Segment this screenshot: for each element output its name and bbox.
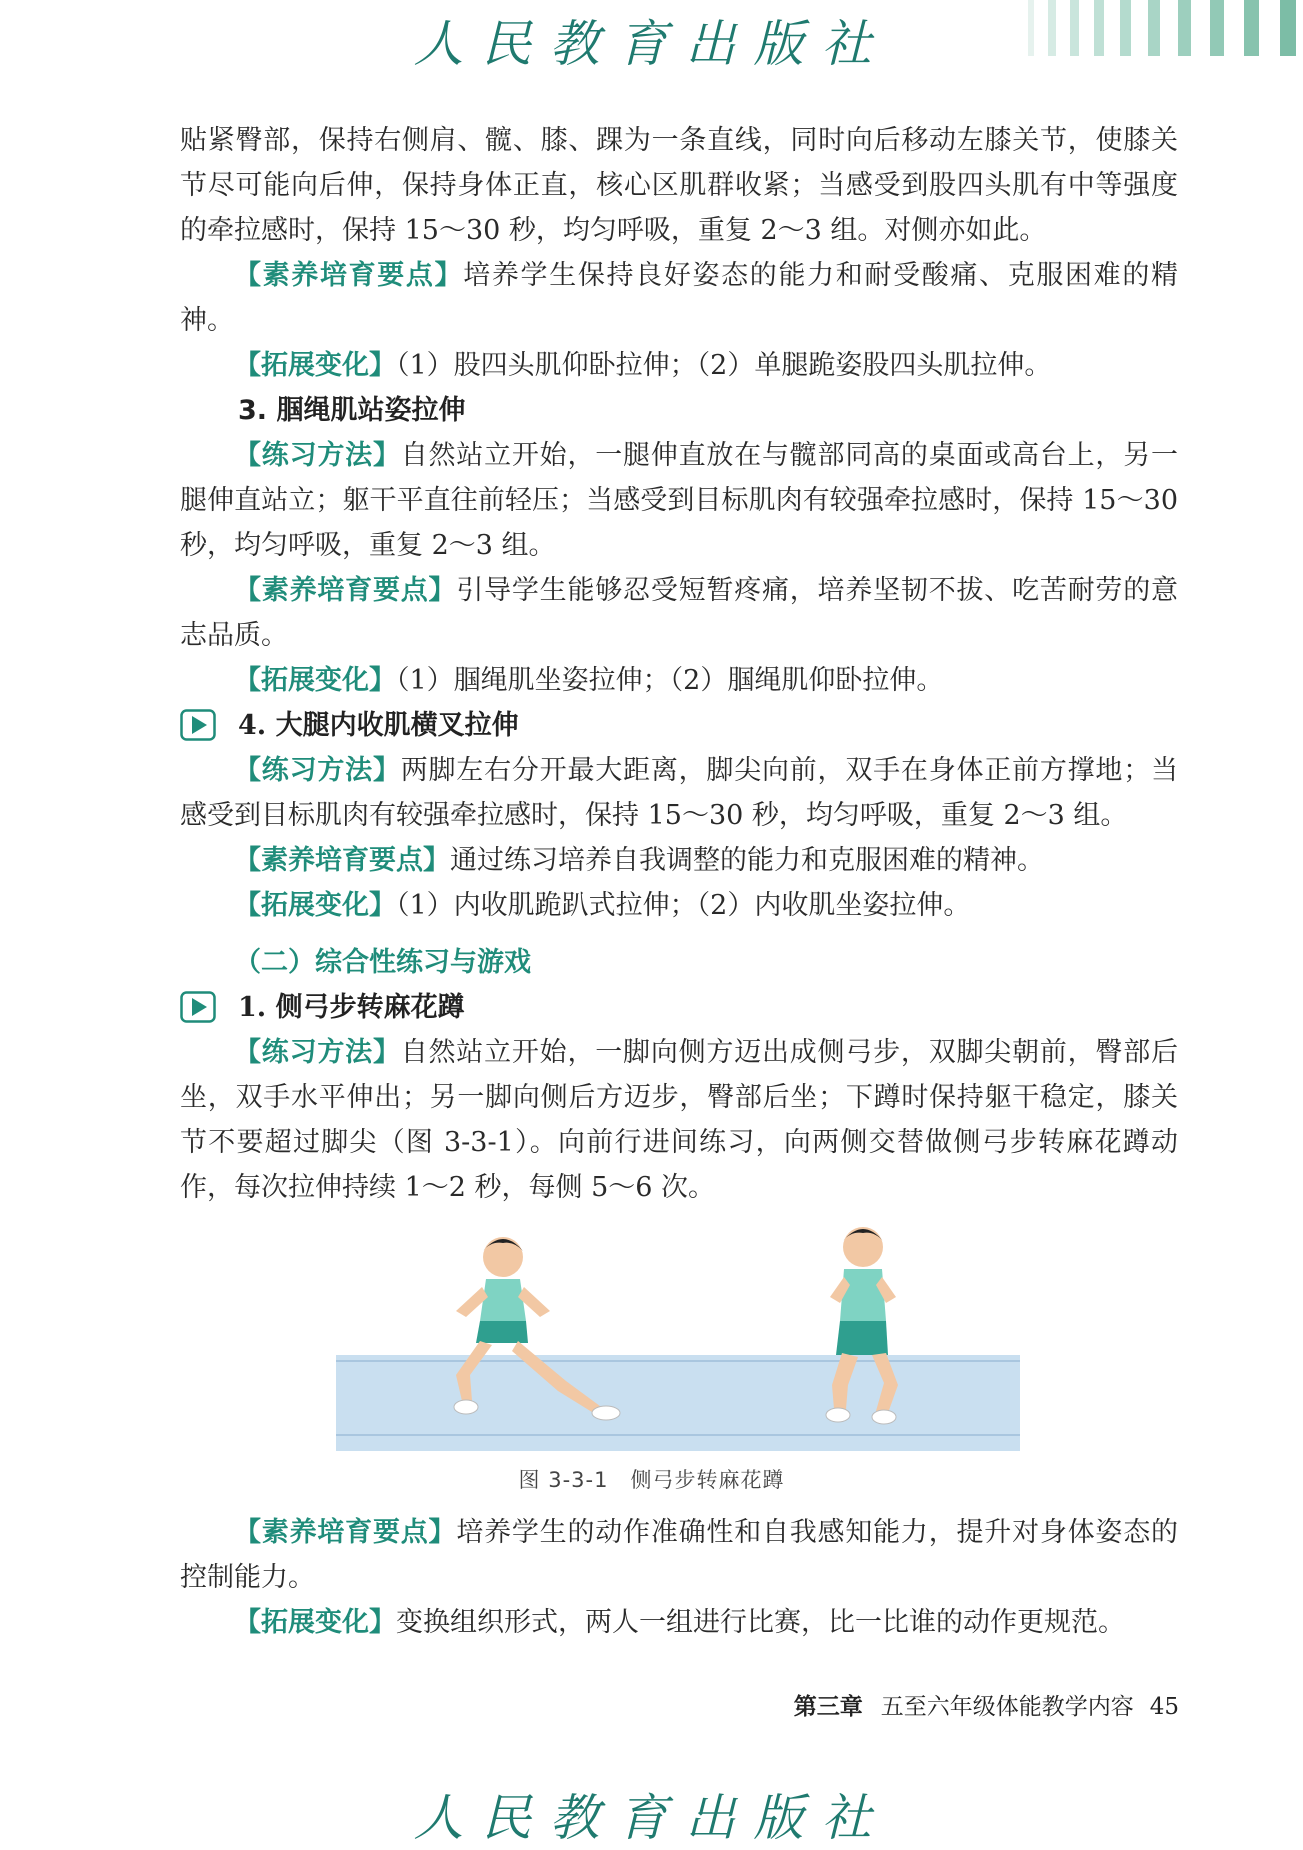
variation-1: 【拓展变化】（1）股四头肌仰卧拉伸；（2）单腿跪姿股四头肌拉伸。 (234, 350, 1052, 381)
lower-content (180, 1510, 1178, 1645)
section-heading-comprehensive: （二）综合性练习与游戏 (234, 947, 531, 978)
literacy-points-1: 【素养培育要点】培养学生保持良好姿态的能力和耐受酸痛、克服困难的精神。 (180, 260, 1178, 336)
publisher-logo-header: 人民教育出版社 (413, 15, 890, 73)
page-number: 45 (1149, 1694, 1179, 1720)
heading-adductor-stretch: 4. 大腿内收肌横叉拉伸 (180, 703, 1178, 748)
method-3: 【练习方法】自然站立开始，一腿伸直放在与髋部同高的桌面或高台上，另一腿伸直站立；躯干平直往前轻压；当感受到目标肌肉有较强牵拉感时，保持 15～30 秒，均匀呼吸，重复 2～3 组。 (180, 440, 1179, 561)
literacy-points-side-lunge: 【素养培育要点】培养学生的动作准确性和自我感知能力，提升对身体姿态的控制能力。 (180, 1517, 1179, 1593)
play-video-icon[interactable] (180, 709, 216, 741)
paragraph-continued: 贴紧臀部，保持右侧肩、髋、膝、踝为一条直线，同时向后移动左膝关节，使膝关节尽可能向后伸，保持身体正直，核心区肌群收紧；当感受到股四头肌有中等强度的牵拉感时，保持 15～30 秒，均匀呼吸，重复 2～3 组。对侧亦如此。 (180, 125, 1178, 246)
figure-side-lunge-illustration (336, 1225, 1020, 1451)
literacy-points-4: 【素养培育要点】通过练习培养自我调整的能力和克服困难的精神。 (234, 845, 1044, 876)
header-stripes (1028, 0, 1303, 56)
footer-chapter-info: 第三章 五至六年级体能教学内容 45 (793, 1693, 1179, 1720)
method-side-lunge: 【练习方法】自然站立开始，一脚向侧方迈出成侧弓步，双脚尖朝前，臀部后坐，双手水平伸出；另一脚向侧后方迈步，臀部后坐；下蹲时保持躯干稳定，膝关节不要超过脚尖（图 3-3-1）。向前行进间练习，向两侧交替做侧弓步转麻花蹲动作，每次拉伸持续 1～2 秒，每侧 5～6 次。 (180, 1037, 1179, 1203)
variation-4: 【拓展变化】（1）内收肌跪趴式拉伸；（2）内收肌坐姿拉伸。 (234, 890, 971, 921)
literacy-points-3: 【素养培育要点】引导学生能够忍受短暂疼痛，培养坚韧不拔、吃苦耐劳的意志品质。 (180, 575, 1179, 651)
main-content (180, 118, 1178, 1210)
variation-3: 【拓展变化】（1）腘绳肌坐姿拉伸；（2）腘绳肌仰卧拉伸。 (234, 665, 944, 696)
heading-side-lunge: 1. 侧弓步转麻花蹲 (180, 985, 1178, 1030)
variation-side-lunge: 【拓展变化】变换组织形式，两人一组进行比赛，比一比谁的动作更规范。 (234, 1607, 1125, 1638)
figure-caption: 图 3-3-1 侧弓步转麻花蹲 (518, 1468, 785, 1492)
publisher-logo-footer: 人民教育出版社 (413, 1789, 890, 1847)
method-4: 【练习方法】两脚左右分开最大距离，脚尖向前，双手在身体正前方撑地；当感受到目标肌肉有较强牵拉感时，保持 15～30 秒，均匀呼吸，重复 2～3 组。 (180, 755, 1179, 831)
heading-hamstring-stretch: 3. 腘绳肌站姿拉伸 (238, 395, 466, 426)
play-video-icon[interactable] (180, 991, 216, 1023)
